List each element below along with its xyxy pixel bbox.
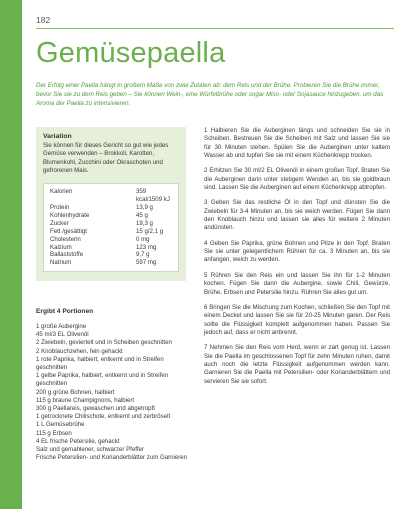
ingredient-item: 2 Knoblauchzehen, fein gehackt [36, 347, 123, 355]
nutrition-table [43, 183, 179, 272]
nutrition-label: Cholesterin [50, 235, 81, 243]
ingredient-item: 1 getrocknete Chilischote, entkernt und zerbröselt [36, 413, 171, 421]
method-step: 6 Bringen Sie die Mischung zum Kochen, schließen Sie den Topf mit einem Deckel und lassen Sie sie für 20-25 Minuten garen. Der Reis sollte die Flüssigkeit komplett aufgenommen haben. Passen Sie jedoch auf, dass er nicht anbrennt. [204, 303, 390, 336]
nutrition-value: 45 g [136, 211, 148, 219]
page-number: 182 [36, 15, 51, 25]
ingredient-item: 2 Zwiebeln, geviertelt und in Scheiben geschnitten [36, 339, 172, 347]
ingredients-list [36, 323, 194, 462]
method-step: 5 Rühren Sie den Reis ein und lassen Sie ihn für 1-2 Minuten kochen. Fügen Sie dann die Aubergine, sowie Chili, Gewürze, Brühe, Erbsen und Petersilie hinzu. Rühren Sie alles gut um. [204, 271, 390, 296]
ingredient-item: Salz und gemahlener, schwarzer Pfeffer [36, 446, 144, 454]
ingredient-item: 200 g grüne Bohnen, halbiert [36, 388, 115, 396]
ingredient-item: 115 g braune Champignons, halbiert [36, 396, 135, 404]
nutrition-value: 123 mg [136, 243, 157, 251]
ingredient-item: 1 gelbe Paprika, halbiert, entkernt und in Streifen geschnitten [36, 372, 169, 388]
ingredients-heading: Ergibt 4 Portionen [36, 308, 94, 315]
ingredient-item: 1 L Gemüsebrühe [36, 421, 85, 429]
nutrition-label: Kohlenhydrate [50, 211, 90, 219]
nutrition-value: 9,7 g [136, 251, 150, 259]
variation-heading: Variation [43, 133, 72, 140]
ingredient-item: 45 ml/3 EL Olivenöl [36, 331, 89, 339]
method-steps [204, 127, 390, 393]
nutrition-label: Fett /gesättigt [50, 227, 87, 235]
recipe-title: Gemüsepaella [36, 37, 226, 69]
header-rule [36, 28, 394, 29]
nutrition-row [50, 251, 172, 259]
ingredient-item: 115 g Erbsen [36, 429, 72, 437]
ingredient-item: 300 g Paellareis, gewaschen und abgetropft [36, 405, 155, 413]
nutrition-row [50, 236, 172, 244]
nutrition-value: 15 g/2,1 g [136, 227, 164, 235]
ingredient-item: 4 EL frische Petersilie, gehackt [36, 437, 120, 445]
nutrition-value: 0 mg [136, 235, 150, 243]
ingredient-item: 1 große Aubergine [36, 323, 87, 330]
method-step: 3 Geben Sie das restliche Öl in den Topf und dünsten Sie die Zwiebeln für 3-4 Minuten an, bis sie weich werden. Fügen Sie dann den Knoblauch hinzu und lassen sie alles für weitere 2 Minuten andünsten. [204, 199, 390, 232]
nutrition-row [50, 204, 172, 212]
method-step: 7 Nehmen Sie den Reis vom Herd, wenn er zart genug ist. Lassen Sie die Paella im geschlossenen Topf für zehn Minuten ruhen, damit auch noch die letzte Flüssigkeit aufgenommen werden kann. Garnieren Sie die Paella mit Petersilien- oder Korianderblättern und servieren Sie sie sofort. [204, 344, 390, 385]
nutrition-label: Natrium [50, 259, 72, 267]
nutrition-label: Protein [50, 204, 70, 211]
nutrition-value: 13,9 g [136, 204, 153, 211]
nutrition-row [50, 228, 172, 236]
recipe-intro: Der Erfolg einer Paella hängt in großem Maße von zwei Zutaten ab: dem Reis und der Brühe. Probieren Sie die Brühe immer, bevor Sie sie zu dem Reis geben – Sie können Wein-, eine Würfelbrühe oder sogar Miso- oder Sojasauce hinzugeben, um das Aroma der Paella zu intensivieren. [36, 82, 384, 108]
nutrition-row [50, 244, 172, 252]
nutrition-value: 19,3 g [136, 219, 153, 227]
nutrition-row [50, 188, 172, 204]
nutrition-label: Kalzium [50, 243, 72, 251]
ingredient-item: 1 rote Paprika, halbiert, entkernt und in Streifen geschnitten [36, 355, 164, 372]
method-step: 4 Geben Sie Paprika, grüne Bohnen und Pilze in den Topf. Braten Sie sie unter gelegentlichem Rühren für ca. 3 Minuten an, bis sie anfangen, weich zu werden. [204, 239, 390, 264]
page-side-bar [0, 0, 22, 509]
variation-text: Sie können für dieses Gericht so gut wie jedes Gemüse verwenden – Brokkoli, Karotten, Blumenkohl, Zucchini oder Okraschoten und gefrorenen Mais. [43, 142, 169, 174]
method-step: 2 Erhitzen Sie 30 ml/2 EL Olivenöl in einem großen Topf. Braten Sie die Auberginen darin unter stetigem Wenden an, bis sie goldbraun sind. Lassen Sie die Auberginen auf einem Küchenkrepp abtropfen. [204, 167, 390, 191]
method-step: 1 Halbieren Sie die Auberginen längs und schneiden Sie sie in Scheiben. Bestreuen Sie die Scheiben mit Salz und lassen Sie sie für 30 Minuten stehen. Spülen Sie die Auberginen unter kaltem Wasser ab und tupfen Sie sie mit einem Küchenkrepp trocken. [204, 127, 390, 159]
variation-box [36, 127, 186, 281]
nutrition-label: Kalorien [50, 188, 73, 196]
nutrition-value: 359 kcal/1509 kJ [136, 188, 170, 204]
nutrition-value: 597 mg [136, 259, 157, 267]
nutrition-row [50, 220, 172, 228]
nutrition-label: Ballaststoffe [50, 251, 84, 259]
nutrition-label: Zucker [50, 219, 69, 227]
nutrition-row [50, 259, 172, 267]
ingredient-item: Frische Petersilien- und Korianderblätter zum Garnieren [36, 454, 188, 462]
nutrition-row [50, 212, 172, 220]
